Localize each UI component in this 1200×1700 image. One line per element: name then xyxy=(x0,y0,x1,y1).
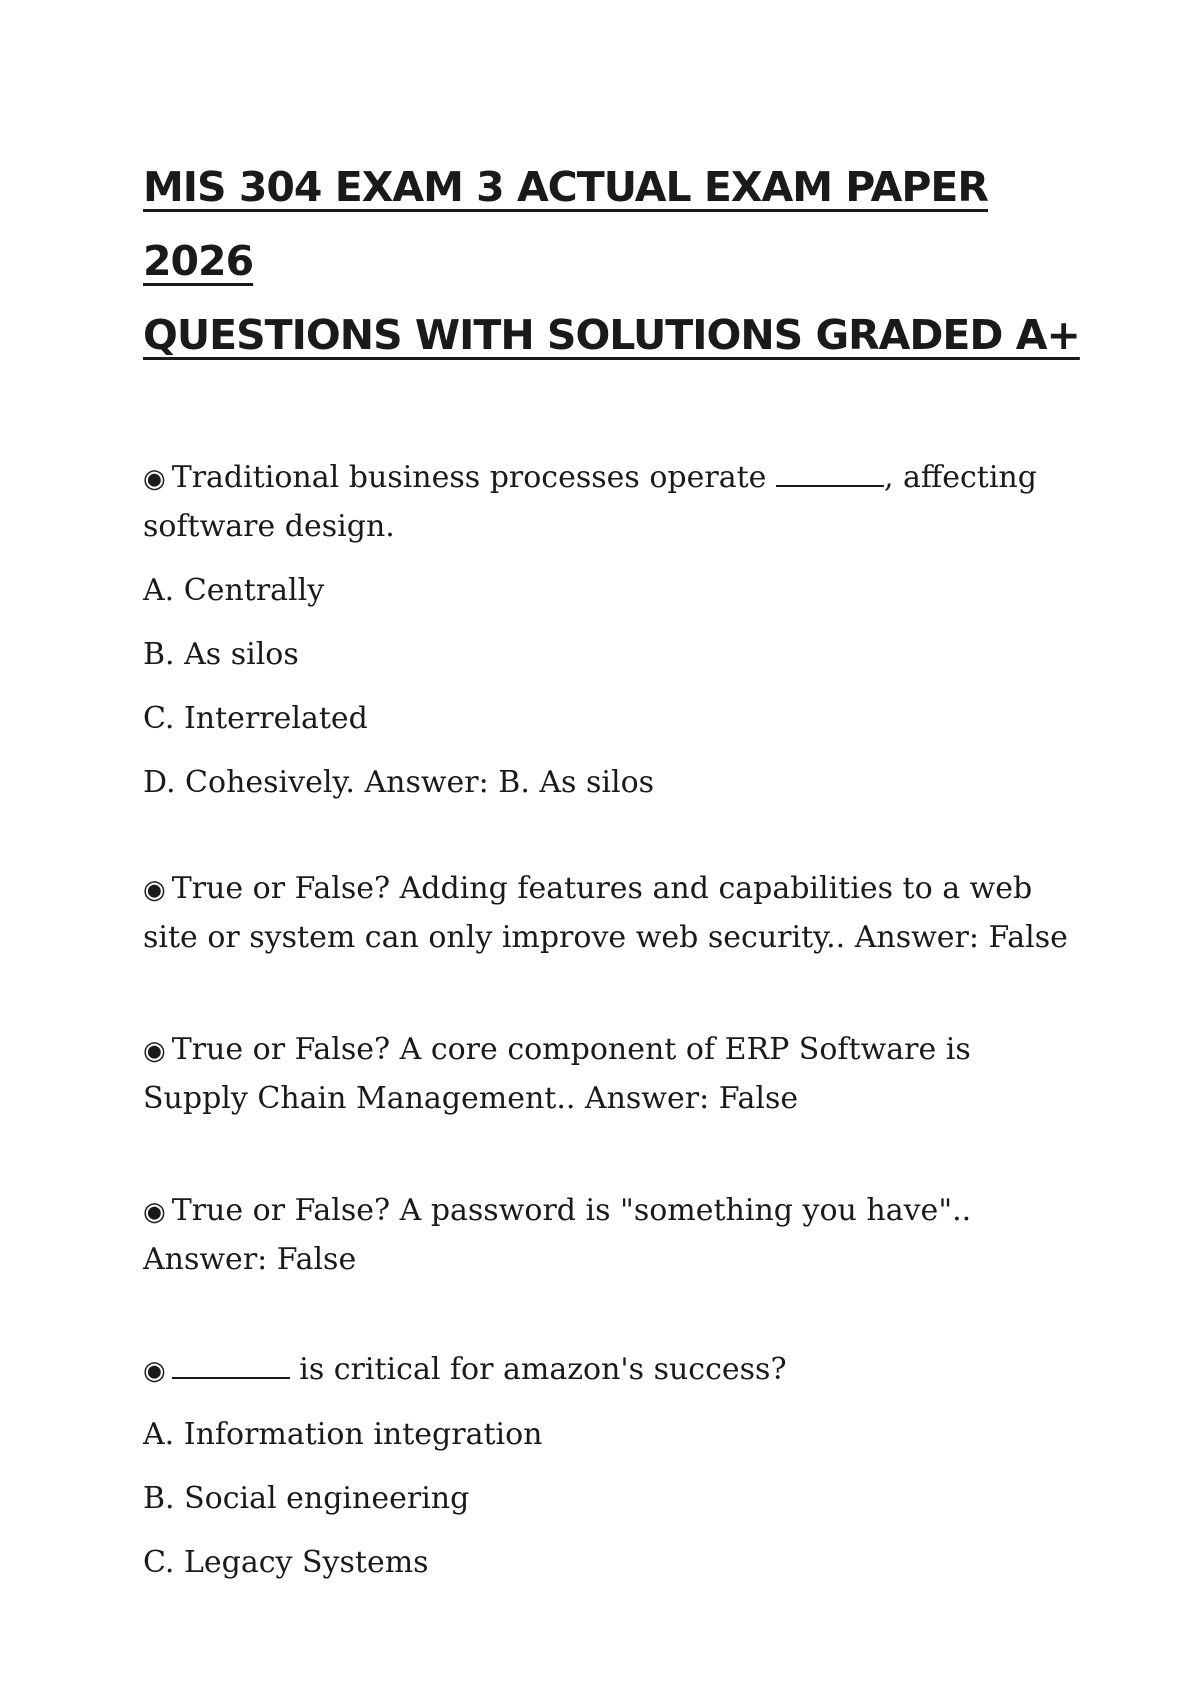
question-1-suffix: , affecting software design. xyxy=(143,460,1037,544)
question-1-option-a: A. Centrally xyxy=(143,573,325,608)
question-5 xyxy=(143,1346,1083,1587)
question-4 xyxy=(143,1187,1083,1284)
question-5-option-a: A. Information integration xyxy=(143,1417,543,1452)
question-1-prefix: Traditional business processes operate xyxy=(171,460,767,495)
fill-blank xyxy=(776,485,884,487)
question-4-text xyxy=(143,1187,1083,1284)
question-5-suffix: is critical for amazon's success? xyxy=(289,1352,787,1387)
question-5-option-c: C. Legacy Systems xyxy=(143,1545,429,1580)
question-3-text xyxy=(143,1026,1083,1123)
radio-bullet-icon: ◉ xyxy=(143,875,166,905)
question-2-body: True or False? Adding features and capabilities to a web site or system can only improve web security.. Answer: False xyxy=(143,871,1068,955)
question-5-option-b: B. Social engineering xyxy=(143,1481,470,1516)
question-2 xyxy=(143,865,1083,962)
question-1-option-b: B. As silos xyxy=(143,637,299,672)
question-3-body: True or False? A core component of ERP Software is Supply Chain Management.. Answer: False xyxy=(143,1032,971,1116)
question-1-option-c: C. Interrelated xyxy=(143,701,368,736)
question-1-text xyxy=(143,454,1083,551)
question-1 xyxy=(143,454,1083,807)
title-line-1: MIS 304 EXAM 3 ACTUAL EXAM PAPER 2026 xyxy=(143,163,988,285)
question-3 xyxy=(143,1026,1083,1123)
document-page xyxy=(143,150,1083,1587)
page-title xyxy=(143,150,1083,372)
radio-bullet-icon: ◉ xyxy=(143,1036,166,1066)
question-1-option-d: D. Cohesively. Answer: B. As silos xyxy=(143,765,655,800)
fill-blank xyxy=(172,1377,290,1379)
radio-bullet-icon: ◉ xyxy=(143,1197,166,1227)
question-5-text xyxy=(143,1346,1083,1395)
title-line-2: QUESTIONS WITH SOLUTIONS GRADED A+ xyxy=(143,311,1080,359)
question-4-body: True or False? A password is "something you have".. Answer: False xyxy=(143,1193,972,1277)
question-2-text xyxy=(143,865,1083,962)
radio-bullet-icon: ◉ xyxy=(143,1356,166,1386)
radio-bullet-icon: ◉ xyxy=(143,464,166,494)
